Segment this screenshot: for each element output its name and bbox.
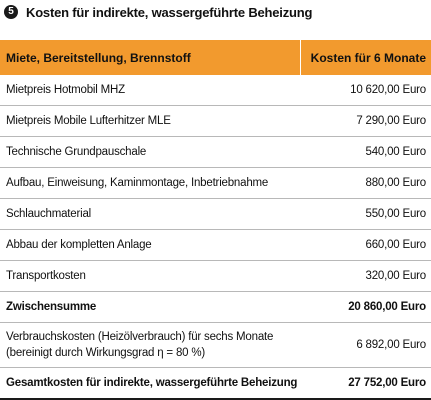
subtotal-label: Zwischensumme (6, 301, 97, 313)
row-value: 7 290,00 Euro (356, 115, 426, 127)
row-value: 320,00 Euro (365, 270, 426, 282)
row-label: Aufbau, Einweisung, Kaminmontage, Inbetriebnahme (6, 177, 269, 189)
row-label: Technische Grundpauschale (6, 146, 147, 158)
figure-title (4, 3, 312, 21)
consumption-label (0, 329, 300, 361)
row-label: Schlauchmaterial (6, 208, 92, 220)
row-value: 540,00 Euro (365, 146, 426, 158)
table-row (0, 75, 431, 106)
table-row (0, 106, 431, 137)
subtotal-value: 20 860,00 Euro (348, 301, 426, 313)
row-label: Abbau der kompletten Anlage (6, 239, 152, 251)
header-cost: Kosten für 6 Monate (300, 40, 431, 75)
consumption-label-line1: Verbrauchskosten (Heizölverbrauch) für sechs Monate (6, 331, 274, 343)
total-label: Gesamtkosten für indirekte, wassergeführte Beheizung (6, 377, 298, 389)
total-value: 27 752,00 Euro (348, 377, 426, 389)
row-value: 880,00 Euro (365, 177, 426, 189)
row-value: 10 620,00 Euro (350, 84, 426, 96)
subtotal-row (0, 292, 431, 323)
header-category: Miete, Bereitstellung, Brennstoff (6, 50, 191, 65)
table-row (0, 261, 431, 292)
table-header (0, 40, 431, 75)
cost-table (0, 40, 431, 400)
figure-title-text: Kosten für indirekte, wassergeführte Beheizung (26, 4, 313, 20)
total-row (0, 368, 431, 400)
consumption-row (0, 323, 431, 368)
row-value: 550,00 Euro (365, 208, 426, 220)
row-label: Mietpreis Hotmobil MHZ (6, 84, 125, 96)
consumption-value: 6 892,00 Euro (356, 339, 426, 351)
figure-number-badge: 5 (4, 5, 18, 19)
row-label: Transportkosten (6, 270, 86, 282)
consumption-label-line2: (bereinigt durch Wirkungsgrad η = 80 %) (6, 347, 205, 359)
table-row (0, 137, 431, 168)
row-label: Mietpreis Mobile Lufterhitzer MLE (6, 115, 171, 127)
table-row (0, 230, 431, 261)
table-row (0, 199, 431, 230)
table-row (0, 168, 431, 199)
row-value: 660,00 Euro (365, 239, 426, 251)
